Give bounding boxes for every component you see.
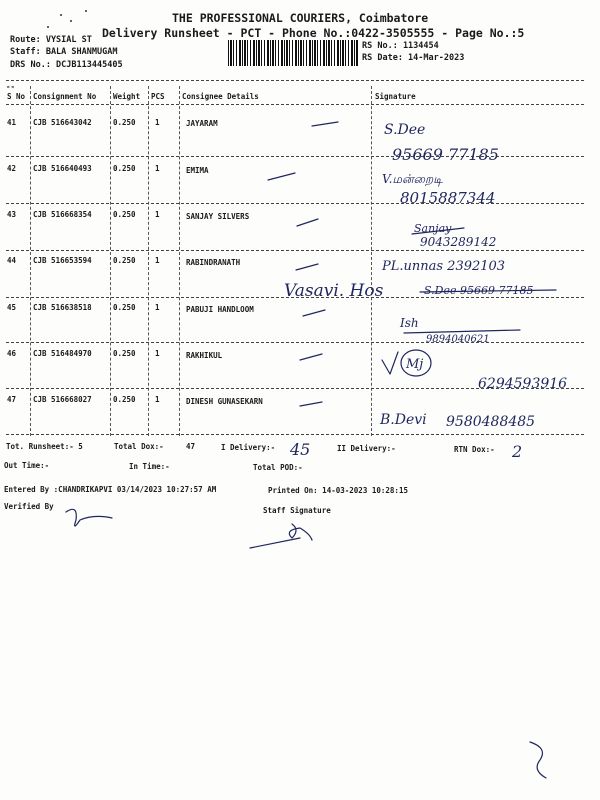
col-weight: Weight (113, 92, 141, 101)
row-weight: 0.250 (113, 303, 136, 312)
row-consignee: RABINDRANATH (186, 258, 241, 267)
i-delivery-label: I Delivery:- (221, 443, 276, 452)
sig-44-c: S.Dee 95669 77185 (424, 284, 534, 297)
row-sno: 45 (7, 303, 17, 312)
sig-43-b: 9043289142 (420, 235, 497, 249)
in-time: In Time:- (129, 462, 170, 471)
col-sno: S No (7, 92, 26, 101)
sig-47-b: 9580488485 (446, 414, 536, 430)
row-weight: 0.250 (113, 395, 136, 404)
i-delivery-handwritten: 45 (290, 440, 311, 459)
row-pcs: 1 (155, 164, 160, 173)
verified-by: Verified By (4, 502, 54, 511)
staff-signature-label: Staff Signature (263, 506, 331, 515)
col-pcs: PCS (151, 92, 165, 101)
row-weight: 0.250 (113, 118, 136, 127)
total-dox-value: 47 (186, 442, 196, 451)
row-consignment: CJB 516643042 (33, 118, 92, 127)
sig-46-b: 6294593916 (478, 376, 568, 392)
row-consignment: CJB 516638518 (33, 303, 92, 312)
sig-44-b: Vasavi. Hos (284, 281, 384, 301)
row-pcs: 1 (155, 395, 160, 404)
row-consignment: CJB 516668027 (33, 395, 92, 404)
rtn-dox-handwritten: 2 (512, 442, 523, 461)
sig-42-a: V.மன்றைடி (382, 172, 443, 186)
row-weight: 0.250 (113, 164, 136, 173)
row-consignment: CJB 516484970 (33, 349, 92, 358)
sig-47-a: B.Devi (380, 412, 427, 428)
rtn-dox-label: RTN Dox:- (454, 445, 495, 454)
sig-42-b: 8015887344 (400, 189, 496, 207)
printed-on: Printed On: 14-03-2023 10:28:15 (268, 486, 408, 495)
row-consignee: EMIMA (186, 166, 209, 175)
row-consignee: DINESH GUNASEKARN (186, 397, 263, 406)
row-sno: 41 (7, 118, 17, 127)
sig-45-b: 9894040621 (426, 334, 490, 345)
total-pod: Total POD:- (253, 463, 303, 472)
sig-44-a: PL.unnas 2392103 (382, 259, 506, 274)
out-time: Out Time:- (4, 461, 50, 470)
row-sno: 43 (7, 210, 17, 219)
tot-runsheet: Tot. Runsheet:- 5 (6, 442, 83, 451)
sig-43-a: Sanjay (414, 222, 452, 235)
row-pcs: 1 (155, 118, 160, 127)
col-consignee: Consignee Details (182, 92, 259, 101)
row-consignment: CJB 516653594 (33, 256, 92, 265)
row-sno: 46 (7, 349, 17, 358)
drs-number: DRS No.: DCJB113445405 (10, 60, 123, 70)
row-consignee: JAYARAM (186, 119, 218, 128)
total-dox-label: Total Dox:- (114, 442, 164, 451)
route: Route: VYSIAL ST (10, 35, 92, 45)
row-consignment: CJB 516640493 (33, 164, 92, 173)
dash-mark: -- (6, 82, 16, 91)
row-pcs: 1 (155, 210, 160, 219)
staff-name: Staff: BALA SHANMUGAM (10, 47, 118, 57)
rs-number: RS No.: 1134454 (362, 41, 439, 51)
row-sno: 47 (7, 395, 17, 404)
sig-41-a: S.Dee (384, 122, 426, 138)
row-consignee: RAKHIKUL (186, 351, 223, 360)
col-signature: Signature (375, 92, 416, 101)
row-weight: 0.250 (113, 256, 136, 265)
sig-41-b: 95669 77185 (392, 145, 499, 164)
row-pcs: 1 (155, 256, 160, 265)
row-consignment: CJB 516668354 (33, 210, 92, 219)
sig-46-a: Mj (406, 357, 424, 372)
rs-date: RS Date: 14-Mar-2023 (362, 53, 465, 63)
row-sno: 42 (7, 164, 17, 173)
row-consignee: SANJAY SILVERS (186, 212, 250, 221)
row-weight: 0.250 (113, 349, 136, 358)
row-pcs: 1 (155, 303, 160, 312)
ii-delivery-label: II Delivery:- (337, 444, 396, 453)
company-title: THE PROFESSIONAL COURIERS, Coimbatore (172, 11, 429, 25)
row-weight: 0.250 (113, 210, 136, 219)
runsheet-subtitle: Delivery Runsheet - PCT - Phone No.:0422-3505555 - Page No.:5 (102, 26, 525, 40)
row-sno: 44 (7, 256, 17, 265)
row-pcs: 1 (155, 349, 160, 358)
col-consignment: Consignment No (33, 92, 97, 101)
row-consignee: PABUJI HANDLOOM (186, 305, 254, 314)
entered-by: Entered By :CHANDRIKAPVI 03/14/2023 10:27:57 AM (4, 485, 217, 494)
sig-45-a: Ish (400, 316, 419, 330)
